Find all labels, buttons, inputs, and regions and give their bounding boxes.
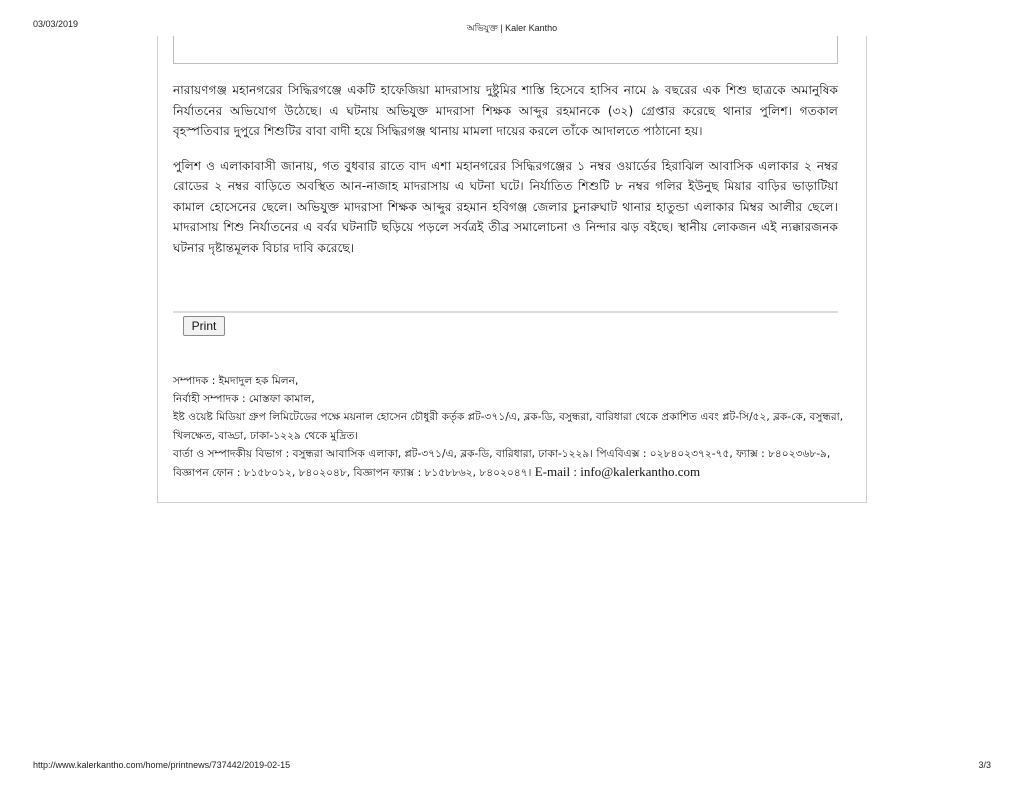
executive-editor-line: নির্বাহী সম্পাদক : মোস্তফা কামাল, bbox=[173, 393, 315, 406]
article-top-box bbox=[173, 36, 838, 64]
email-address: E-mail : info@kalerkantho.com bbox=[534, 464, 701, 480]
content-divider bbox=[173, 311, 838, 313]
article-paragraph-1: নারায়ণগঞ্জ মহানগরের সিদ্ধিরগঞ্জে একটি হাফেজিয়া মাদরাসায় দুষ্টুমির শাস্তি হিসেবে হাসিব নামে ৯ বছরের এক শিশু ছাত্রকে অমানুষিক নির্যাতনের অভিযোগ উঠেছে। এ ঘটনায় অভিযুক্ত মাদরাসা শিক্ষক আব্দুর রহমানকে (৩২) গ্রেপ্তার করেছে থানার পুলিশ। গতকাল বৃহস্পতিবার দুপুরে শিশুটির বাবা বাদী হয়ে সিদ্ধিরগঞ্জ থানায় মামলা দায়ের করলে তাঁকে আদালতে পাঠানো হয়। bbox=[173, 83, 838, 138]
editor-line: সম্পাদক : ইমদাদুল হক মিলন, bbox=[173, 375, 299, 387]
contact-details: বার্তা ও সম্পাদকীয় বিভাগ : বসুন্ধরা আবাসিক এলাকা, প্লট-৩৭১/এ, ব্লক-ডি, বারিধারা, ঢাকা-১২২৯। পিএবিএক্স : ০২৮৪০২৩৭২-৭৫, ফ্যাক্স : ৮৪০২৩৬৮-৯, বিজ্ঞাপন ফোন : ৮১৫৮০১২, ৮৪০২০৪৮, বিজ্ঞাপন ফ্যাক্স : ৮১৫৮৮৬২, ৮৪০২০৪৭। bbox=[173, 447, 831, 480]
article-paragraph-2: পুলিশ ও এলাকাবাসী জানায়, গত বুধবার রাতে বাদ এশা মহানগরের সিদ্ধিরগঞ্জের ১ নম্বর ওয়ার্ডের হিরাঝিল আবাসিক এলাকার ২ নম্বর রোডের ২ নম্বর বাড়িতে অবস্থিত আন-নাজাহ মাদরাসায় এ ঘটনা ঘটে। নির্যাতিত শিশুটি ৮ নম্বর গলির ইউনুছ মিয়ার বাড়ির ভাড়াটিয়া কামাল হোসেনের ছেলে। অভিযুক্ত মাদরাসা শিক্ষক আব্দুর রহমান হবিগঞ্জ জেলার চুনারুঘাট থানার হাতুন্ডা এলাকার মিম্বর আলীর ছেলে। মাদরাসায় শিশু নির্যাতনের এ বর্বর ঘটনাটি ছড়িয়ে পড়লে সর্বত্রই তীব্র সমালোচনা ও নিন্দার ঝড় বইছে। স্থানীয় লোকজন এই ন্যক্কারজনক ঘটনার দৃষ্টান্তমূলক বিচার দাবি করেছে। bbox=[173, 158, 838, 255]
page-title: অভিযুক্ত | Kaler Kantho bbox=[466, 23, 558, 33]
page-url: http://www.kalerkantho.com/home/printnews/737442/2019-02-15 bbox=[33, 760, 291, 770]
publisher-line: ইষ্ট ওয়েষ্ট মিডিয়া গ্রুপ লিমিটেডের পক্ষে ময়নাল হোসেন চৌধুরী কর্তৃক প্লট-৩৭১/এ, ব্লক-ডি, বসুন্ধরা, বারিধারা থেকে প্রকাশিত এবং প্লট-সি/৫২, ব্লক-কে, বসুন্ধরা, খিলক্ষেত, বাড্ডা, ঢাকা-১২২৯ থেকে মুদ্রিত। bbox=[173, 411, 844, 442]
publication-imprint bbox=[173, 372, 853, 482]
print-date: 03/03/2019 bbox=[33, 19, 79, 29]
article-body bbox=[173, 80, 838, 272]
contact-line bbox=[173, 445, 853, 482]
print-button[interactable]: Print bbox=[183, 316, 225, 336]
page-number: 3/3 bbox=[978, 760, 991, 770]
